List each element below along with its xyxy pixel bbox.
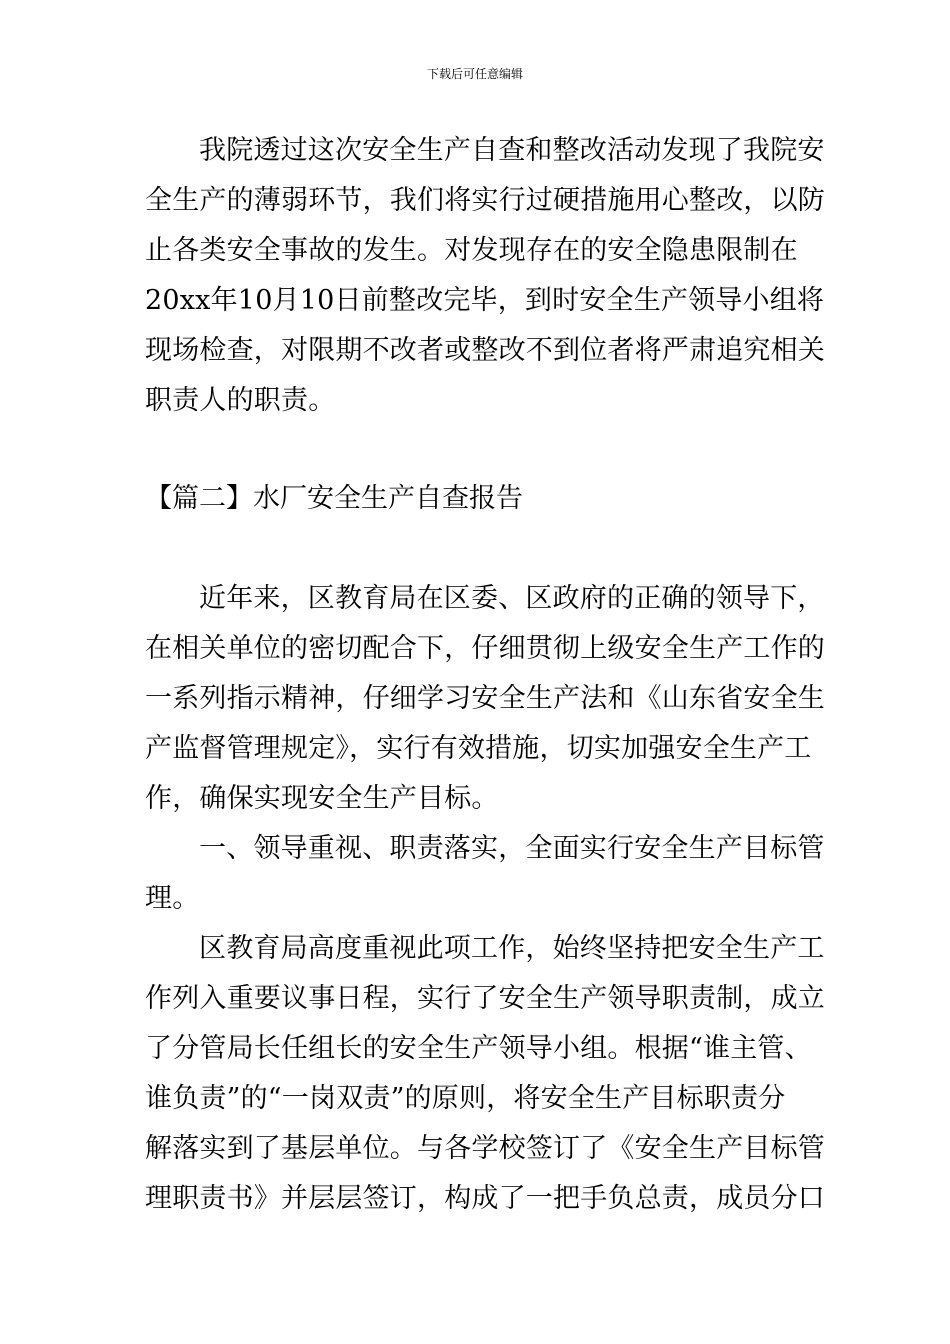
paragraph-line: 了分管局长任组长的安全生产领导小组。根据“谁主管、 [145,1033,812,1064]
paragraph-line: 一系列指示精神，仔细学习安全生产法和《山东省安全生 [145,683,825,714]
paragraph-line: 职责人的职责。 [145,385,336,416]
body-block-2 [145,574,825,1224]
paragraph-line: 现场检查，对限期不改者或整改不到位者将严肃追究相关 [145,335,825,366]
paragraph-line: 近年来，区教育局在区委、区政府的正确的领导下， [199,583,825,614]
paragraph-line: 作列入重要议事日程，实行了安全生产领导职责制，成立 [145,983,825,1014]
paragraph-line: 谁负责”的“一岗双责”的原则，将安全生产目标职责分 [145,1083,786,1114]
paragraph-line: 理职责书》并层层签订，构成了一把手负总责，成员分口 [145,1183,825,1214]
paragraph-line: 解落实到了基层单位。与各学校签订了《安全生产目标管 [145,1133,825,1164]
paragraph-line: 产监督管理规定》，实行有效措施，切实加强安全生产工 [145,733,812,764]
paragraph-line: 止各类安全事故的发生。对发现存在的安全隐患限制在 [145,235,798,266]
header-note: 下载后可任意编辑 [426,67,523,81]
paragraph-line: 我院透过这次安全生产自查和整改活动发现了我院安 [199,135,825,166]
heading-1 [145,824,825,924]
section-title: 【篇二】水厂安全生产自查报告 [145,483,523,514]
paragraph-3 [145,924,825,1224]
paragraph-line: 20xx年10月10日前整改完毕，到时安全生产领导小组将 [145,285,825,316]
heading-line: 一、领导重视、职责落实，全面实行安全生产目标管 [199,833,825,864]
heading-line: 理。 [145,883,200,914]
paragraph-line: 区教育局高度重视此项工作，始终坚持把安全生产工 [199,933,825,964]
paragraph-line: 在相关单位的密切配合下，仔细贯彻上级安全生产工作的 [145,633,825,664]
paragraph-2 [145,574,825,824]
paragraph-line: 全生产的薄弱环节，我们将实行过硬措施用心整改，以防 [145,185,825,216]
paragraph-1 [145,126,825,426]
paragraph-line: 作，确保实现安全生产目标。 [145,783,499,814]
